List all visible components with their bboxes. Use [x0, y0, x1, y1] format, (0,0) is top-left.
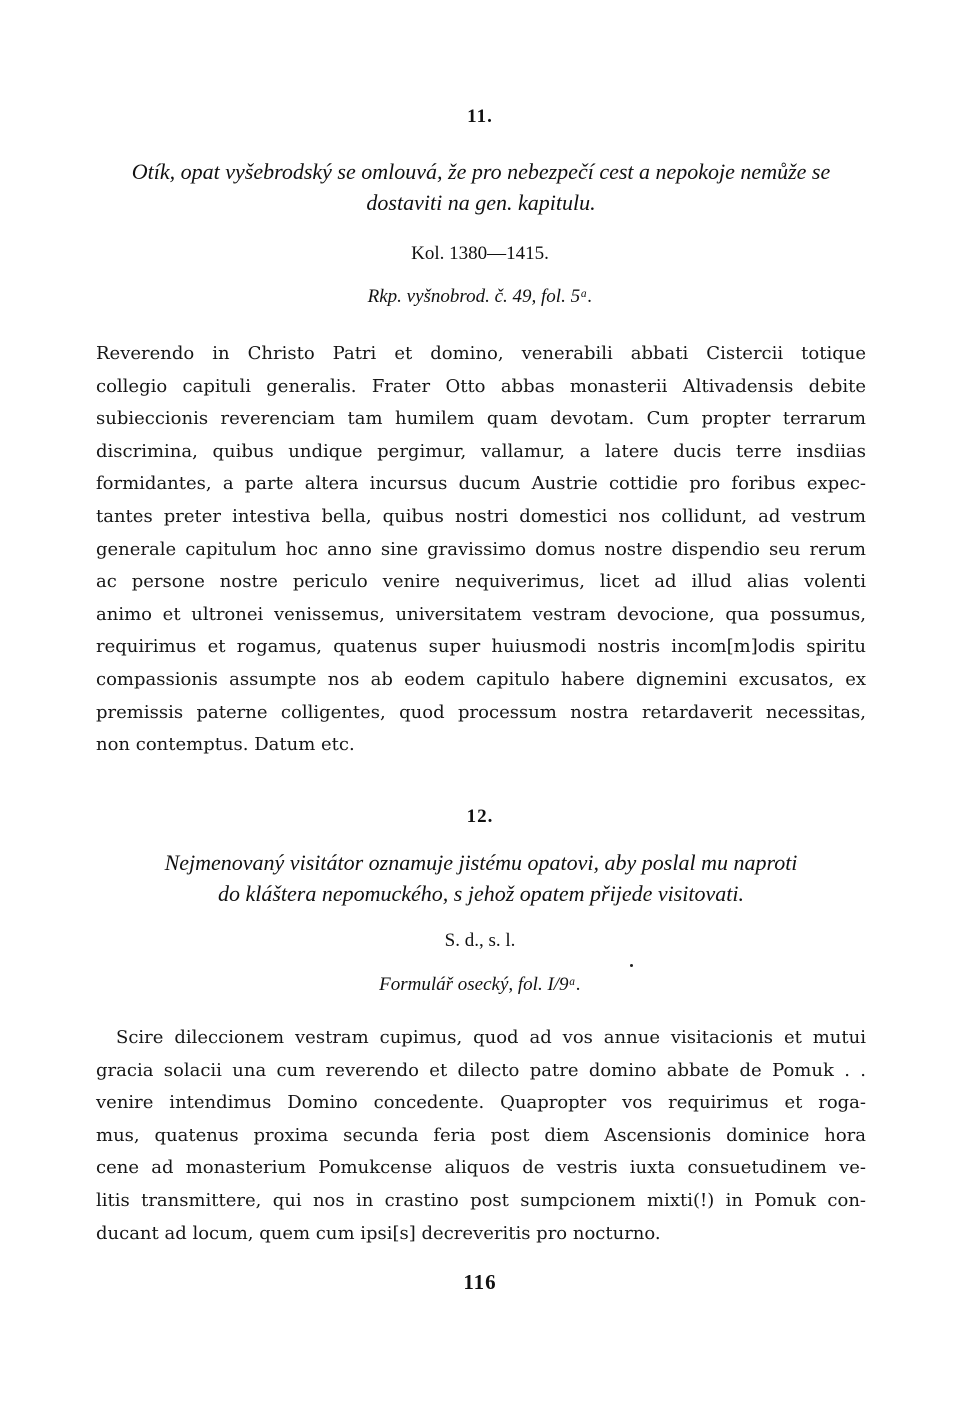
body-line: mus, quatenus proxima secunda feria post diem Ascensionis dominice hora: [96, 1124, 866, 1146]
body-line: venire intendimus Domino concedente. Quapropter vos requirimus et roga-: [96, 1092, 866, 1114]
document-title: [96, 847, 866, 909]
body-line: requirimus et rogamus, quatenus super huiusmodi nostris incom[m]odis spiritu: [96, 636, 866, 658]
document-date: Kol. 1380—1415.: [411, 243, 549, 264]
body-line: formidantes, a parte altera incursus ducum Austrie cottidie pro foribus expec-: [96, 473, 866, 495]
document-source: Rkp. vyšnobrod. č. 49, fol. 5ᵃ.: [367, 286, 593, 307]
body-line: collegio capituli generalis. Frater Otto abbas monasterii Altivadensis debite: [96, 375, 866, 397]
document-number: 12.: [466, 806, 494, 827]
body-line: tantes preter intestiva bella, quibus nostri domestici nos collidunt, ad vestrum: [96, 505, 866, 527]
document-date: S. d., s. l.: [444, 930, 516, 951]
body-line: ducant ad locum, quem cum ipsi[s] decreveritis pro nocturno.: [96, 1222, 661, 1244]
body-line: premissis paterne colligentes, quod processum nostra retardaverit necessitas,: [96, 701, 866, 723]
body-line: non contemptus. Datum etc.: [96, 734, 355, 756]
body-line: Reverendo in Christo Patri et domino, venerabili abbati Cistercii totique: [96, 343, 866, 364]
body-line: compassionis assumpte nos ab eodem capitulo habere dignemini excusatos, ex: [96, 668, 866, 690]
document-body: [96, 1022, 866, 1250]
body-line: discrimina, quibus undique pergimur, vallamur, a latere ducis terre insdiias: [96, 440, 866, 462]
body-line: litis transmittere, qui nos in crastino post sumpcionem mixti(!) in Pomuk con-: [96, 1189, 866, 1211]
body-line: ac persone nostre periculo venire nequiverimus, licet ad illud alias volenti: [96, 571, 866, 593]
body-line: gracia solacii una cum reverendo et dilecto patre domino abbate de Pomuk . .: [96, 1059, 866, 1081]
page-number: 116: [463, 1270, 497, 1294]
body-line: cene ad monasterium Pomukcense aliquos de vestris iuxta consuetudinem ve-: [96, 1157, 866, 1179]
title-line: Nejmenovaný visitátor oznamuje jistému opatovi, aby poslal mu naproti: [164, 850, 798, 875]
print-speck: [630, 964, 633, 967]
title-line: dostaviti na gen. kapitulu.: [366, 190, 596, 215]
document-source: Formulář osecký, fol. I/9ᵃ.: [379, 974, 581, 995]
body-line: Scire dileccionem vestram cupimus, quod ad vos annue visitacionis et mutui: [116, 1027, 866, 1048]
document-body: [96, 338, 866, 762]
body-line: animo et ultronei venissemus, universitatem vestram devocione, qua possumus,: [96, 603, 866, 625]
document-number: 11.: [467, 106, 493, 127]
title-line: Otík, opat vyšebrodský se omlouvá, že pro nebezpečí cest a nepokoje nemůže se: [131, 159, 831, 184]
title-line: do kláštera nepomuckého, s jehož opatem přijede visitovati.: [217, 881, 745, 906]
document-title: [96, 156, 866, 218]
body-line: generale capitulum hoc anno sine gravissimo domus nostre dispendio seu rerum: [96, 538, 866, 560]
body-line: subieccionis reverenciam tam humilem quam devotam. Cum propter terrarum: [96, 408, 866, 430]
